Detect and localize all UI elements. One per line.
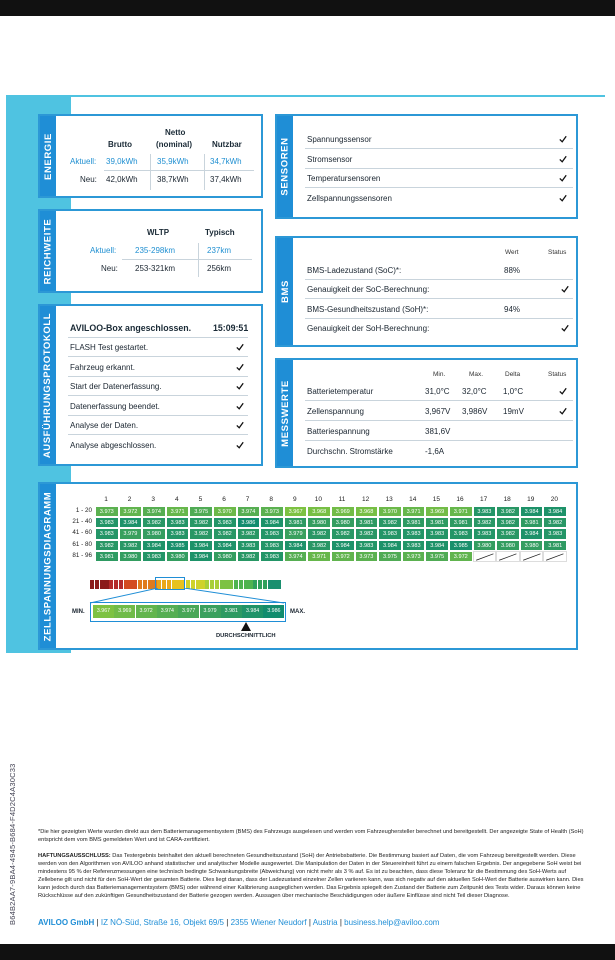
reichweite-neu-label: Neu: [101,264,118,273]
legend-value: 3.986 [263,605,284,618]
column-number: 10 [314,496,322,503]
check-icon [236,402,244,410]
legend-value: 3.967 [93,605,114,618]
messwerte-tab: MESSWERTE [277,360,293,466]
energie-aktuell-brutto: 39,0kWh [106,157,138,166]
cell-voltage: 3.982 [142,517,166,528]
legend-value: 3.972 [136,605,157,618]
cell-voltage: 3.983 [449,528,473,539]
energie-neu-nutzbar: 37,4kWh [210,175,242,184]
bms-soh-accuracy-label: Genauigkeit der SoH-Berechnung: [307,324,430,333]
check-icon [559,135,567,143]
col-wltp: WLTP [147,228,170,237]
cell-voltage: 3.984 [260,517,284,528]
cell-voltage: 3.983 [260,540,284,551]
cell-voltage: 3.983 [95,528,119,539]
row-label: 41 - 60 [72,529,92,537]
accent-line [70,95,605,97]
column-number: 4 [174,496,179,503]
col-netto-nominal: (nominal) [156,140,192,149]
cell-voltage: 3.982 [189,528,213,539]
cell-voltage: 3.980 [473,540,497,551]
cell-voltage: 3.971 [449,506,473,517]
cell-voltage: 3.984 [142,540,166,551]
column-number: 15 [432,496,440,503]
col-typisch: Typisch [205,228,235,237]
reichweite-neu-typisch: 256km [207,264,232,273]
messwert-min: 31,0°C [425,387,450,396]
column-number: 2 [127,496,132,503]
cell-voltage: 3.971 [307,551,331,562]
cell-voltage: 3.983 [166,528,190,539]
cell-voltage: 3.980 [307,517,331,528]
energie-aktuell-netto: 35,9kWh [157,157,189,166]
legend-max-label: MAX. [290,609,305,615]
legend-value: 3.977 [178,605,199,618]
cell-voltage: 3.972 [119,506,143,517]
reichweite-aktuell-label: Aktuell: [90,246,117,255]
reichweite-card [38,209,263,293]
row-label: 1 - 20 [75,507,92,514]
report-id: B64B2AA7-9BA4-4945-B684-F4D2C4A30C33 [8,763,17,925]
cell-voltage: 3.983 [402,540,426,551]
protokoll-time: 15:09:51 [213,323,249,333]
cell-voltage: 3.984 [425,540,449,551]
cell-voltage: 3.983 [473,528,497,539]
cell-voltage: 3.983 [213,517,237,528]
column-number: 12 [361,496,370,503]
cell-voltage: 3.981 [284,517,308,528]
check-icon [236,421,244,429]
cell-voltage: 3.984 [543,506,567,517]
cell-voltage: 3.983 [237,540,261,551]
sensoren-card [275,114,578,219]
column-number: 16 [456,496,464,503]
cell-voltage: 3.985 [166,540,190,551]
column-number: 14 [409,496,417,503]
check-icon [561,324,569,332]
cell-voltage: 3.974 [237,506,261,517]
cell-voltage: 3.969 [425,506,449,517]
energie-card [38,114,263,198]
energie-neu-label: Neu: [80,175,97,184]
cell-voltage: 3.981 [449,517,473,528]
cell-voltage: 3.971 [402,506,426,517]
cell-voltage: 3.982 [496,517,520,528]
messwerte-card [275,358,578,468]
check-icon [559,194,567,202]
cell-voltage: 3.982 [331,528,355,539]
cell-voltage: 3.970 [378,506,402,517]
empty-cell [543,551,567,562]
check-icon [236,382,244,390]
footer-email[interactable]: business.help@aviloo.com [344,918,440,927]
cell-voltage: 3.972 [449,551,473,562]
cell-voltage: 3.982 [95,540,119,551]
disclaimer-title: HAFTUNGSAUSSCHLUSS: [38,853,111,859]
cell-voltage: 3.973 [260,506,284,517]
bms-soh-label: BMS-Gesundheitszustand (SoH)*: [307,305,429,314]
column-number: 17 [479,496,488,503]
cell-voltage: 3.979 [284,528,308,539]
cell-voltage: 3.970 [213,506,237,517]
cell-voltage: 3.982 [307,528,331,539]
legend-value: 3.979 [200,605,221,618]
cell-voltage: 3.984 [189,540,213,551]
legend-min-label: MIN. [72,609,85,615]
cell-voltage: 3.982 [237,528,261,539]
check-icon [236,441,244,449]
protokoll-item: Analyse abgeschlossen. [70,440,157,450]
footer-city: 2355 Wiener Neudorf [230,918,307,927]
col-netto: Netto [165,128,186,137]
cell-voltage: 3.973 [402,551,426,562]
disclaimer [38,853,586,900]
footer-address: IZ NÖ-Süd, Straße 16, Objekt 69/5 [100,918,225,927]
cell-voltage: 3.968 [355,506,379,517]
bottom-border [0,944,615,960]
cell-voltage: 3.984 [378,540,402,551]
messwert-delta: 19mV [503,407,524,416]
protokoll-item: Fahrzeug erkannt. [70,362,135,372]
cell-voltage: 3.983 [473,506,497,517]
column-number: 7 [245,496,250,503]
messwerte-col-status: Status [548,371,567,378]
cell-voltage: 3.983 [378,528,402,539]
sensor-item: Temperatursensoren [307,174,381,183]
cell-voltage: 3.982 [378,517,402,528]
messwert-delta: 1,0°C [503,387,524,396]
column-number: 11 [338,496,346,503]
cell-voltage: 3.980 [520,540,544,551]
footer: AVILOO GmbH | IZ NÖ-Süd, Straße 16, Objekt 69/5 | 2355 Wiener Neudorf | Austria | business.help@aviloo.com [38,918,440,927]
energie-neu-brutto: 42,0kWh [106,175,138,184]
cell-voltage: 3.974 [142,506,166,517]
cell-voltage: 3.971 [166,506,190,517]
cell-voltage: 3.972 [331,551,355,562]
cell-voltage: 3.983 [166,517,190,528]
empty-cell [520,551,544,562]
cell-voltage: 3.984 [189,551,213,562]
cell-voltage: 3.980 [496,540,520,551]
cell-voltage: 3.984 [520,528,544,539]
cell-voltage: 3.982 [307,540,331,551]
energie-aktuell-nutzbar: 34,7kWh [210,157,242,166]
footnote-bms: *Die hier gezeigten Werte wurden direkt aus dem Batteriemanagementsystem (BMS) des Fahrzeugs ausgelesen und werden vom Fahrzeughersteller berechnet und bereitgestellt. Der angezeigte State of Health (SoH) entspricht dem vom BMS gemeldeten Wert und ist CARA-zertifiziert. [38,829,584,843]
bms-col-status: Status [548,249,567,256]
reichweite-tab: REICHWEITE [40,211,56,291]
cell-voltage: 3.984 [284,540,308,551]
cell-voltage: 3.983 [260,528,284,539]
cell-voltage: 3.982 [213,528,237,539]
column-number: 8 [269,496,273,503]
cell-voltage: 3.979 [119,528,143,539]
reichweite-aktuell-wltp: 235-298km [135,246,176,255]
diagramm-tab: ZELLSPANNUNGSDIAGRAMM [40,484,56,648]
cell-voltage: 3.982 [189,517,213,528]
cell-voltage: 3.984 [331,540,355,551]
bms-soc-accuracy-label: Genauigkeit der SoC-Berechnung: [307,285,430,294]
empty-cell [473,551,497,562]
messwerte-col-min: Min. [433,371,446,378]
reichweite-aktuell-typisch: 237km [207,246,232,255]
bms-soc-label: BMS-Ladezustand (SoC)*: [307,266,402,275]
messwerte-col-max: Max. [469,371,484,378]
check-icon [236,363,244,371]
check-icon [559,387,567,395]
cell-voltage: 3.980 [166,551,190,562]
cell-voltage: 3.980 [119,551,143,562]
cell-voltage: 3.980 [142,528,166,539]
cell-voltage: 3.985 [449,540,473,551]
column-number: 13 [385,496,393,503]
disclaimer-text: Das Testergebnis beinhaltet den aktuell berechneten Gesundheitszustand (SoH) der Antriebsbatterie. Die Bestimmung basiert auf Daten, die vom Fahrzeug bereitgestellt werden. Diese werden von den Algorithmen von AVILOO anhand statistischer und analytischer Modelle ausgewertet. Die Manipulation der Daten in der Steuereinheit führt zu einem falschen Ergebnis. Der angegebene SoH weist bei mindestens 95 % der Referenzmessungen eine technisch bedingte Schwankungsbreite (Abweichung) von nicht mehr als 3 % auf. Es ist zu beachten, dass diese Toleranz für die Bestimmung des SoH-Werts auf Zellebene gilt und nicht für den SoH-Wert der gesamten Batterie. Dies liegt daran, dass der Ladezustand einzelner Zellen variieren kann, was sich negativ auf den aktuellen SoH-Wert der Batterie auswirken kann. Dies kann jedoch durch das Batteriemanagementsystem (BMS) oder während einer Kalibrierung ausgeglichen werden. Das Ergebnis spiegelt den Zustand der Batterie zum Zeitpunkt des Tests wider. Daraus können keine Rückschlüsse auf den zukünftigen Gesundheitszustand der Batterie gezogen werden. Aussagen über mechanische Beschädigungen oder äußere Einflüsse sind nicht Teil dieser Diagnose. [38,853,584,899]
cell-voltage: 3.967 [284,506,308,517]
row-label: 21 - 40 [72,518,92,526]
row-label: 81 - 96 [72,551,92,559]
column-number: 19 [527,496,535,503]
bms-col-wert: Wert [505,249,519,256]
column-number: 1 [104,496,108,503]
sensoren-tab: SENSOREN [277,116,293,217]
row-label: 61 - 80 [72,540,92,548]
energie-tab: ENERGIE [40,116,56,196]
cell-voltage: 3.983 [95,517,119,528]
cell-voltage: 3.982 [543,517,567,528]
cell-voltage: 3.974 [284,551,308,562]
column-number: 3 [151,496,155,503]
cell-voltage: 3.982 [496,506,520,517]
cell-voltage: 3.984 [119,517,143,528]
protokoll-item: Start der Datenerfassung. [70,382,162,391]
legend-value: 3.974 [157,605,178,618]
cell-voltage: 3.968 [307,506,331,517]
protokoll-item: Datenerfassung beendet. [70,401,160,411]
cell-voltage: 3.982 [473,517,497,528]
cell-voltage: 3.975 [189,506,213,517]
cell-voltage: 3.983 [260,551,284,562]
cell-voltage: 3.983 [355,540,379,551]
col-brutto: Brutto [108,140,132,149]
check-icon [559,174,567,182]
footer-country: Austria [312,918,338,927]
cell-voltage: 3.983 [142,551,166,562]
empty-cell [496,551,520,562]
cell-voltage: 3.983 [402,528,426,539]
cell-voltage: 3.982 [237,551,261,562]
protokoll-item: Analyse der Daten. [70,421,139,430]
messwert-max: 3,986V [462,407,488,416]
footer-company: AVILOO GmbH [38,918,95,927]
cell-voltage: 3.975 [378,551,402,562]
sensor-item: Stromsensor [307,154,353,164]
check-icon [236,343,244,351]
energie-neu-netto: 38,7kWh [157,175,189,184]
messwert-label: Batteriespannung [307,427,370,436]
average-marker-icon [241,622,251,631]
messwert-label: Batterietemperatur [307,387,374,396]
legend-value-strip [90,602,286,622]
top-border [0,0,615,16]
protokoll-title: AVILOO-Box angeschlossen. [70,323,192,333]
cell-voltage: 3.983 [425,528,449,539]
messwert-min: 3,967V [425,407,451,416]
cell-voltage: 3.981 [520,517,544,528]
cell-voltage: 3.984 [213,540,237,551]
messwert-min: -1,6A [425,447,445,456]
protokoll-card [38,304,263,466]
cell-voltage: 3.969 [331,506,355,517]
messwert-max: 32,0°C [462,387,487,396]
column-number: 5 [198,496,203,503]
messwerte-col-delta: Delta [505,371,521,378]
column-number: 6 [222,496,226,503]
legend-value: 3.984 [242,605,263,618]
bms-card [275,236,578,347]
cell-voltage: 3.982 [355,528,379,539]
sensor-item: Spannungssensor [307,135,372,144]
bms-tab: BMS [277,238,293,345]
column-number: 18 [503,496,511,503]
cell-voltage: 3.983 [543,528,567,539]
cell-voltage: 3.975 [425,551,449,562]
average-label: DURCHSCHNITTLICH [216,633,276,639]
check-icon [559,155,567,163]
messwert-label: Zellenspannung [307,407,364,416]
cell-voltage: 3.980 [331,517,355,528]
legend-value: 3.981 [221,605,242,618]
legend-value: 3.969 [114,605,135,618]
cell-voltage: 3.981 [355,517,379,528]
check-icon [561,285,569,293]
cell-voltage: 3.981 [543,540,567,551]
protokoll-tab: AUSFÜHRUNGSPROTOKOLL [40,306,56,464]
cell-voltage: 3.986 [237,517,261,528]
messwert-label: Durchschn. Stromstärke [307,447,393,456]
sensor-item: Zellspannungssensoren [307,193,392,203]
bms-soc-value: 88% [504,266,521,275]
bms-soh-value: 94% [504,305,521,314]
energie-aktuell-label: Aktuell: [70,157,97,166]
cell-voltage: 3.984 [520,506,544,517]
cell-voltage: 3.981 [95,551,119,562]
cell-voltage: 3.982 [496,528,520,539]
cell-voltage: 3.982 [119,540,143,551]
protokoll-item: FLASH Test gestartet. [70,343,149,352]
col-nutzbar: Nutzbar [212,140,242,149]
messwert-min: 381,6V [425,427,451,436]
column-number: 9 [292,496,297,503]
cell-voltage: 3.973 [95,506,119,517]
cell-voltage: 3.973 [355,551,379,562]
reichweite-neu-wltp: 253-321km [135,264,176,273]
column-number: 20 [550,496,558,503]
cell-voltage: 3.981 [425,517,449,528]
cell-voltage: 3.980 [213,551,237,562]
cell-voltage: 3.981 [402,517,426,528]
check-icon [559,407,567,415]
